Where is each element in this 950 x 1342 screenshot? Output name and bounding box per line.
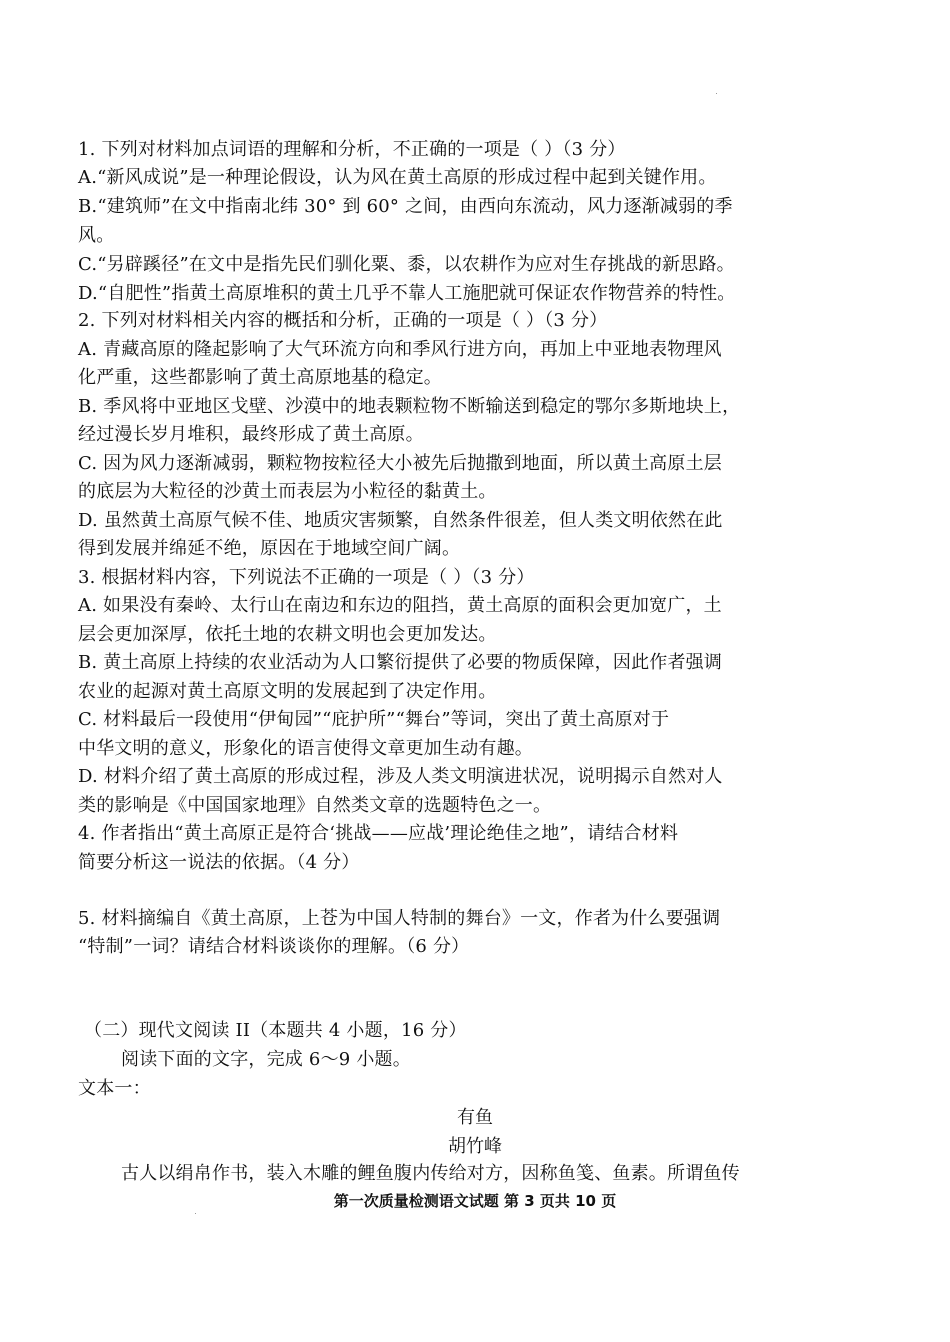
q5-stem-cont: “特制”一词？请结合材料谈谈你的理解。（6 分） <box>78 936 470 957</box>
q1-option-b: B.“建筑师”在文中指南北纬 30° 到 60° 之间，由西向东流动，风力逐渐减弱的季 <box>78 196 733 217</box>
q2-option-a: A. 青藏高原的隆起影响了大气环流方向和季风行进方向，再加上中亚地表物理风 <box>78 339 722 360</box>
text-label: 文本一： <box>78 1078 151 1099</box>
q2-option-d-cont: 得到发展并绵延不绝，原因在于地域空间广阔。 <box>78 538 461 559</box>
q3-option-c: C. 材料最后一段使用“伊甸园”“庇护所”“舞台”等词，突出了黄土高原对于 <box>78 709 670 730</box>
q2-option-c: C. 因为风力逐渐减弱，颗粒物按粒径大小被先后抛撒到地面，所以黄土高原土层 <box>78 453 722 474</box>
q2-stem: 2. 下列对材料相关内容的概括和分析，正确的一项是（ ）（3 分） <box>78 310 608 331</box>
q1-option-d: D.“自肥性”指黄土高原堆积的黄土几乎不靠人工施肥就可保证农作物营养的特性。 <box>78 283 736 304</box>
scan-mark-bottom <box>195 1213 196 1214</box>
q1-option-c: C.“另辟蹊径”在文中是指先民们驯化粟、黍，以农耕作为应对生存挑战的新思路。 <box>78 254 735 275</box>
q2-option-a-cont: 化严重，这些都影响了黄土高原地基的稳定。 <box>78 367 442 388</box>
q3-option-c-cont: 中华文明的意义，形象化的语言使得文章更加生动有趣。 <box>78 738 533 759</box>
q2-option-c-cont: 的底层为大粒径的沙黄土而表层为小粒径的黏黄土。 <box>78 481 497 502</box>
q4-stem: 4. 作者指出“黄土高原正是符合‘挑战——应战’理论绝佳之地”，请结合材料 <box>78 823 679 844</box>
section2-instruction: 阅读下面的文字，完成 6～9 小题。 <box>121 1049 411 1070</box>
article-body-first-line: 古人以绢帛作书，装入木雕的鲤鱼腹内传给对方，因称鱼笺、鱼素。所谓鱼传 <box>121 1163 740 1184</box>
q3-option-d: D. 材料介绍了黄土高原的形成过程，涉及人类文明演进状况，说明揭示自然对人 <box>78 766 723 787</box>
q2-option-d: D. 虽然黄土高原气候不佳、地质灾害频繁，自然条件很差，但人类文明依然在此 <box>78 510 723 531</box>
q4-stem-cont: 简要分析这一说法的依据。（4 分） <box>78 852 360 873</box>
page-footer: 第一次质量检测语文试题 第 3 页共 10 页 <box>333 1192 617 1210</box>
q1-option-b-cont: 风。 <box>78 225 115 246</box>
q3-option-d-cont: 类的影响是《中国国家地理》自然类文章的选题特色之一。 <box>78 795 552 816</box>
q3-option-b-cont: 农业的起源对黄土高原文明的发展起到了决定作用。 <box>78 681 497 702</box>
q5-stem: 5. 材料摘编自《黄土高原，上苍为中国人特制的舞台》一文，作者为什么要强调 <box>78 908 721 929</box>
scan-mark <box>716 93 717 94</box>
q3-option-a: A. 如果没有秦岭、太行山在南边和东边的阻挡，黄土高原的面积会更加宽广，土 <box>78 595 722 616</box>
article-title: 有鱼 <box>457 1107 493 1128</box>
q2-option-b: B. 季风将中亚地区戈壁、沙漠中的地表颗粒物不断输送到稳定的鄂尔多斯地块上， <box>78 396 741 417</box>
q3-option-b: B. 黄土高原上持续的农业活动为人口繁衍提供了必要的物质保障，因此作者强调 <box>78 652 723 673</box>
q3-stem: 3. 根据材料内容，下列说法不正确的一项是（ ）（3 分） <box>78 567 535 588</box>
q1-option-a: A.“新风成说”是一种理论假设，认为风在黄土高原的形成过程中起到关键作用。 <box>78 167 717 188</box>
q2-option-b-cont: 经过漫长岁月堆积，最终形成了黄土高原。 <box>78 424 424 445</box>
q1-stem: 1. 下列对材料加点词语的理解和分析，不正确的一项是（ ）（3 分） <box>78 139 626 160</box>
section2-heading: （二）现代文阅读 II（本题共 4 小题，16 分） <box>84 1020 467 1041</box>
article-author: 胡竹峰 <box>448 1136 502 1157</box>
q3-option-a-cont: 层会更加深厚，依托土地的农耕文明也会更加发达。 <box>78 624 497 645</box>
